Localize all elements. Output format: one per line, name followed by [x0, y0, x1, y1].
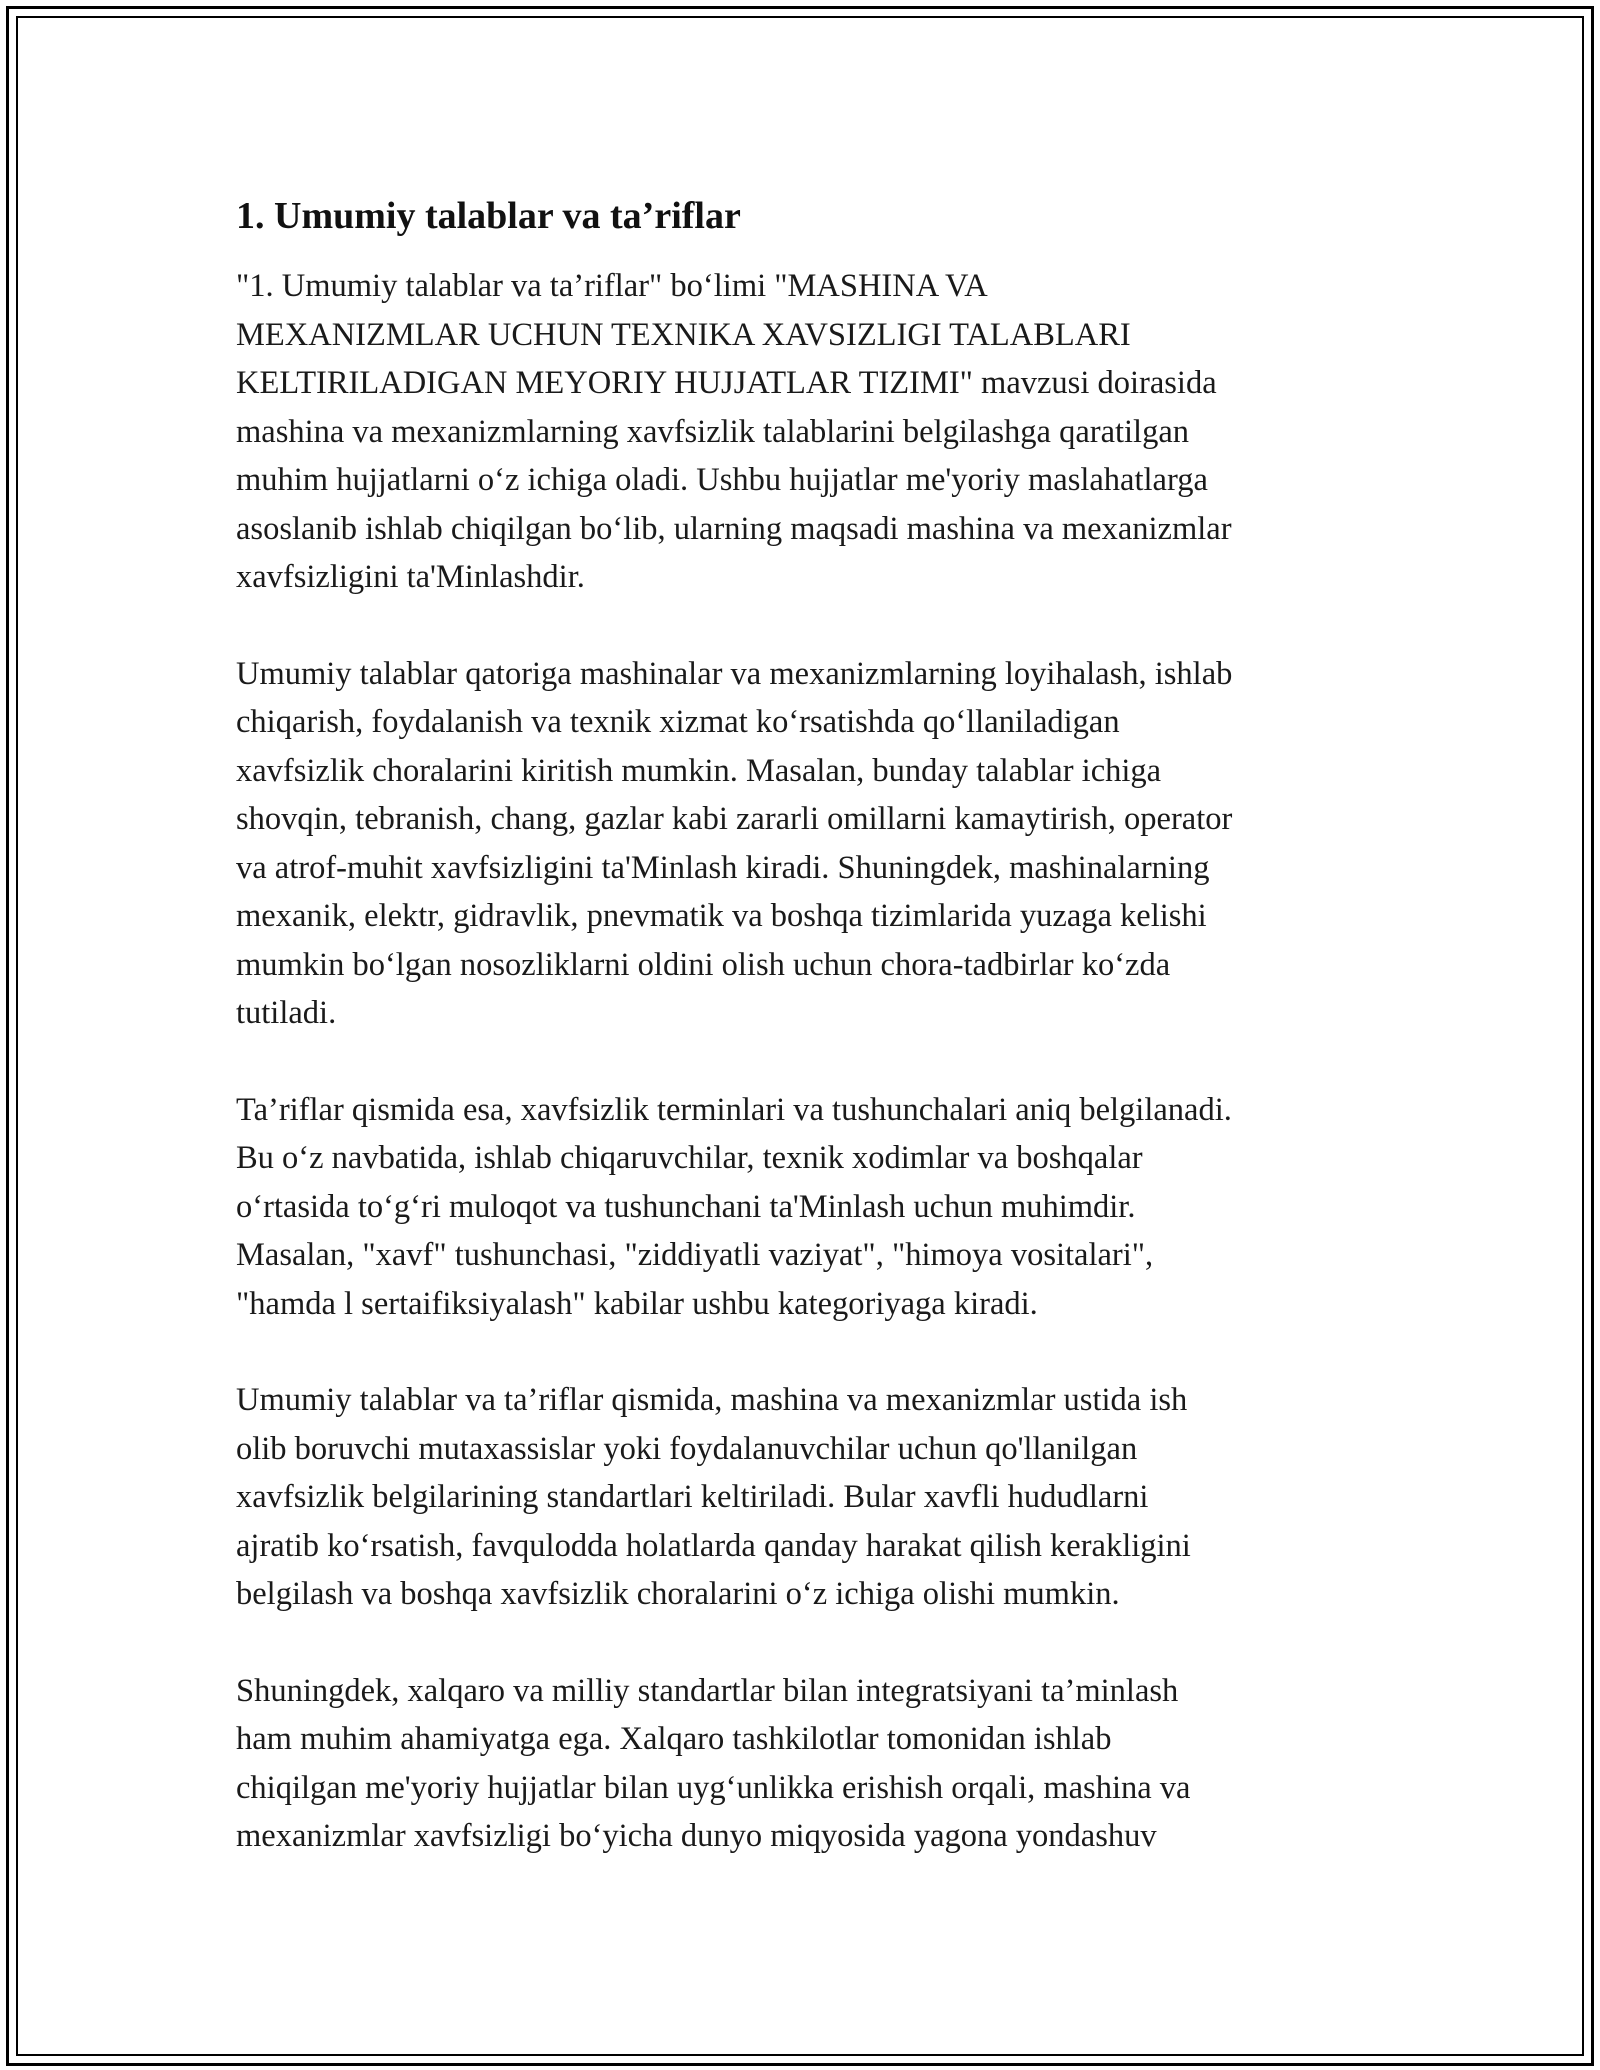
text-line: Ta’riflar qismida esa, xavfsizlik terminlari va tushunchalari aniq belgilanadi. — [236, 1091, 1232, 1128]
text-line: xavfsizlik belgilarining standartlari keltiriladi. Bular xavfli hududlarni — [236, 1479, 1149, 1515]
text-line: mumkin bo‘lgan nosozliklarni oldini olish uchun chora-tadbirlar ko‘zda — [236, 946, 1171, 983]
text-line: Shuningdek, xalqaro va milliy standartlar bilan integratsiyani ta’minlash — [236, 1672, 1179, 1709]
text-line: chiqarish, foydalanish va texnik xizmat ko‘rsatishda qo‘llaniladigan — [236, 704, 1120, 740]
text-line: belgilash va boshqa xavfsizlik choralarini o‘z ichiga olishi mumkin. — [236, 1576, 1120, 1612]
text-line: o‘rtasida to‘g‘ri muloqot va tushunchani ta'Minlash uchun muhimdir. — [236, 1188, 1136, 1225]
text-line: ajratib ko‘rsatish, favqulodda holatlarda qanday harakat qilish kerakligini — [236, 1527, 1191, 1564]
text-line: Umumiy talablar va ta’riflar qismida, mashina va mexanizmlar ustida ish — [236, 1382, 1188, 1418]
text-line: "hamda l sertaifiksiyalash" kabilar ushbu kategoriyaga kiradi. — [236, 1285, 1038, 1322]
text-line: va atrof-muhit xavfsizligini ta'Minlash kiradi. Shuningdek, mashinalarning — [236, 849, 1210, 886]
text-line: asoslanib ishlab chiqilgan bo‘lib, ularning maqsadi mashina va mexanizmlar — [236, 510, 1232, 547]
document-body — [236, 180, 1376, 1909]
text-line: olib boruvchi mutaxassislar yoki foydalanuvchilar uchun qo'llanilgan — [236, 1430, 1138, 1467]
text-line: Masalan, "xavf" tushunchasi, "ziddiyatli vaziyat", "himoya vositalari", — [236, 1237, 1154, 1273]
text-line: muhim hujjatlarni o‘z ichiga oladi. Ushbu hujjatlar me'yoriy maslahatlarga — [236, 462, 1208, 498]
paragraph — [236, 262, 1376, 602]
text-line: mexanizmlar xavfsizligi bo‘yicha dunyo miqyosida yagona yondashuv — [236, 1818, 1157, 1854]
paragraph — [236, 1376, 1376, 1619]
text-line: xavfsizligini ta'Minlashdir. — [236, 559, 585, 595]
paragraph — [236, 1667, 1376, 1861]
text-line: KELTIRILADIGAN MEYORIY HUJJATLAR TIZIMI" mavzusi doirasida — [236, 365, 1217, 401]
text-line: chiqilgan me'yoriy hujjatlar bilan uyg‘unlikka erishish orqali, mashina va — [236, 1769, 1191, 1806]
text-line: ham muhim ahamiyatga ega. Xalqaro tashkilotlar tomonidan ishlab — [236, 1721, 1112, 1757]
text-line: shovqin, tebranish, chang, gazlar kabi zararli omillarni kamaytirish, operator — [236, 801, 1233, 837]
text-line: Umumiy talablar qatoriga mashinalar va mexanizmlarning loyihalash, ishlab — [236, 655, 1233, 692]
section-heading: 1. Umumiy talablar va ta’riflar — [236, 195, 741, 237]
text-line: mashina va mexanizmlarning xavfsizlik talablarini belgilashga qaratilgan — [236, 413, 1190, 450]
text-line: MEXANIZMLAR UCHUN TEXNIKA XAVSIZLIGI TALABLARI — [236, 316, 1131, 353]
paragraph — [236, 1086, 1376, 1329]
paragraph — [236, 650, 1376, 1038]
text-line: xavfsizlik choralarini kiritish mumkin. Masalan, bunday talablar ichiga — [236, 752, 1162, 789]
text-line: "1. Umumiy talablar va ta’riflar" bo‘limi "MASHINA VA — [236, 268, 988, 304]
text-line: mexanik, elektr, gidravlik, pnevmatik va boshqa tizimlarida yuzaga kelishi — [236, 898, 1207, 934]
text-line: tutiladi. — [236, 995, 337, 1031]
text-line: Bu o‘z navbatida, ishlab chiqaruvchilar, texnik xodimlar va boshqalar — [236, 1140, 1143, 1176]
